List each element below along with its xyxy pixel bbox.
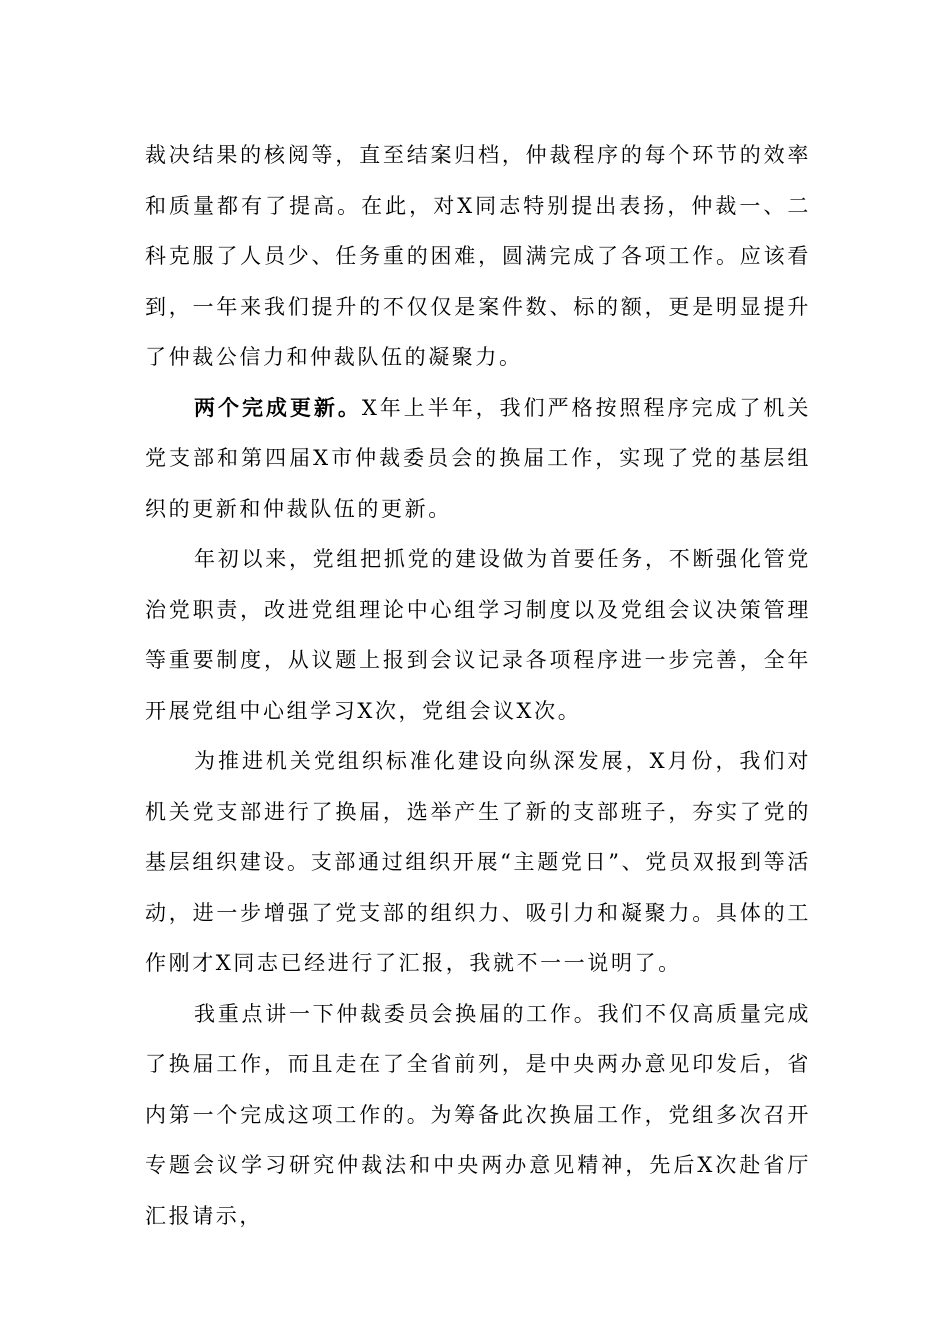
paragraph-text: 我重点讲一下仲裁委员会换届的工作。我们不仅高质量完成了换届工作，而且走在了全省前列，是中央两办意见印发后，省内第一个完成这项工作的。为筹备此次换届工作，党组多次召开专题会议学习研究仲裁法和中央两办意见精神，先后X次赴省厅汇报请示，: [145, 1001, 811, 1228]
paragraph-lead-heading: 两个完成更新。: [194, 394, 362, 420]
paragraph-committee-election: [145, 989, 811, 1242]
paragraph-branch-election: [145, 736, 811, 989]
paragraph-text: 年初以来，党组把抓党的建设做为首要任务，不断强化管党治党职责，改进党组理论中心组学习制度以及党组会议决策管理等重要制度，从议题上报到会议记录各项程序进一步完善，全年开展党组中心组学习X次，党组会议X次。: [145, 547, 811, 723]
paragraph-party-building: [145, 534, 811, 736]
paragraph-continued: [145, 130, 811, 383]
document-page: [145, 130, 811, 1241]
paragraph-two-updates: [145, 383, 811, 535]
paragraph-text: X年上半年，我们严格按照程序完成了机关党支部和第四届X市仲裁委员会的换届工作，实现了党的基层组织的更新和仲裁队伍的更新。: [145, 395, 811, 521]
paragraph-text: 裁决结果的核阅等，直至结案归档，仲裁程序的每个环节的效率和质量都有了提高。在此，对X同志特别提出表扬，仲裁一、二科克服了人员少、任务重的困难，圆满完成了各项工作。应该看到，一年来我们提升的不仅仅是案件数、标的额，更是明显提升了仲裁公信力和仲裁队伍的凝聚力。: [145, 143, 811, 369]
paragraph-text: 为推进机关党组织标准化建设向纵深发展，X月份，我们对机关党支部进行了换届，选举产生了新的支部班子，夯实了党的基层组织建设。支部通过组织开展“主题党日”、党员双报到等活动，进一步增强了党支部的组织力、吸引力和凝聚力。具体的工作刚才X同志已经进行了汇报，我就不一一说明了。: [145, 749, 811, 975]
